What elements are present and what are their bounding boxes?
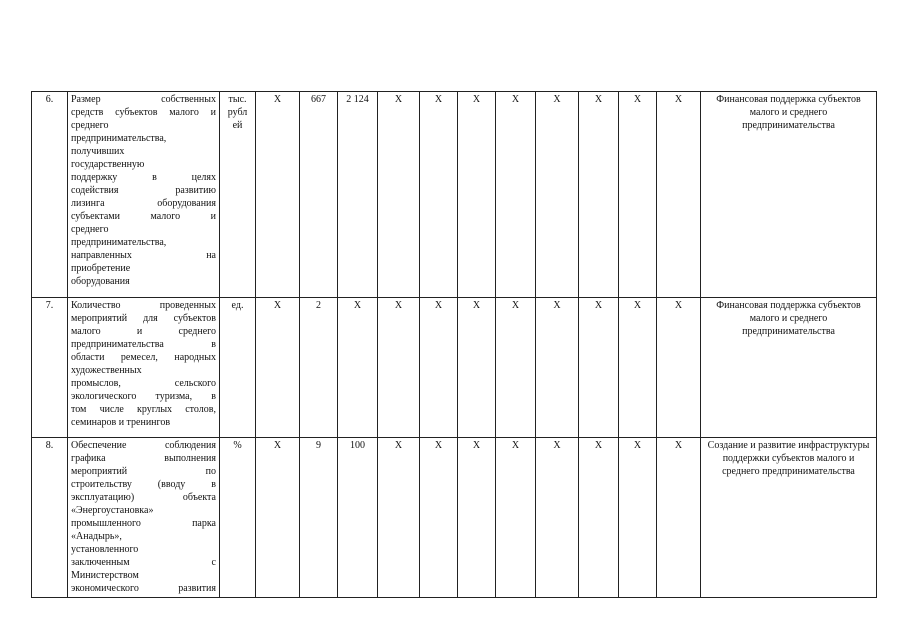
- value-cell: Х: [496, 438, 536, 598]
- value-cell: Х: [579, 438, 619, 598]
- indicator-name-line: художественных: [71, 365, 142, 376]
- indicator-name-line: «Энергоустановка»: [71, 505, 154, 516]
- indicator-name-line: оборудования: [71, 276, 130, 287]
- indicator-name-line: содействия развитию: [71, 185, 216, 196]
- indicator-name-line: промышленного парка: [71, 518, 216, 529]
- indicator-name-line: предпринимательства в: [71, 339, 216, 350]
- unit-of-measure: [220, 438, 256, 598]
- indicator-name-line: Размер собственных: [71, 94, 216, 105]
- value-cell: Х: [536, 92, 579, 298]
- value-cell: 2 124: [338, 92, 378, 298]
- value-cell: Х: [657, 92, 701, 298]
- indicator-name-line: государственную: [71, 159, 145, 170]
- value-cell: Х: [378, 438, 420, 598]
- indicator-name-line: том числе круглых столов,: [71, 404, 216, 415]
- indicator-name-line: мероприятий по: [71, 466, 216, 477]
- indicator-name-line: «Анадырь»,: [71, 531, 122, 542]
- program-activity: Финансовая поддержка субъектов малого и среднего предпринимательства: [701, 298, 877, 438]
- table-row: [32, 298, 877, 438]
- indicator-name-line: графика выполнения: [71, 453, 216, 464]
- value-cell: Х: [420, 298, 458, 438]
- value-cell: 2: [300, 298, 338, 438]
- indicators-table: [31, 91, 877, 598]
- indicator-name-line: экономического развития: [71, 583, 216, 594]
- value-cell: Х: [378, 92, 420, 298]
- indicator-name-line: предпринимательства,: [71, 133, 167, 144]
- indicator-name-line: установленного: [71, 544, 139, 555]
- indicator-name-line: приобретение: [71, 263, 131, 274]
- indicator-name-line: строительству (вводу в: [71, 479, 216, 490]
- value-cell: Х: [256, 298, 300, 438]
- value-cell: Х: [420, 438, 458, 598]
- indicator-name-line: субъектами малого и: [71, 211, 216, 222]
- value-cell: Х: [536, 298, 579, 438]
- value-cell: Х: [256, 438, 300, 598]
- value-cell: Х: [619, 92, 657, 298]
- indicator-name-line: Министерством: [71, 570, 139, 581]
- indicator-name-line: заключенным с: [71, 557, 216, 568]
- value-cell: Х: [579, 92, 619, 298]
- value-cell: Х: [420, 92, 458, 298]
- value-cell: Х: [338, 298, 378, 438]
- value-cell: Х: [458, 92, 496, 298]
- indicator-name-line: направленных на: [71, 250, 216, 261]
- unit-line: %: [233, 440, 242, 451]
- indicator-name-line: Обеспечение соблюдения: [71, 440, 216, 451]
- indicator-name-line: мероприятий для субъектов: [71, 313, 216, 324]
- indicator-name-line: экологического туризма, в: [71, 391, 216, 402]
- unit-of-measure: [220, 92, 256, 298]
- indicator-name-line: семинаров и тренингов: [71, 417, 171, 428]
- indicator-name-line: среднего: [71, 224, 109, 235]
- indicator-name-line: Количество проведенных: [71, 300, 216, 311]
- row-number: 8.: [32, 438, 68, 598]
- table-row: [32, 92, 877, 298]
- indicator-name: [68, 92, 220, 298]
- indicator-name-line: области ремесел, народных: [71, 352, 216, 363]
- value-cell: 9: [300, 438, 338, 598]
- indicator-name-line: поддержку в целях: [71, 172, 216, 183]
- unit-line: ед.: [231, 300, 244, 311]
- row-number: 6.: [32, 92, 68, 298]
- value-cell: 100: [338, 438, 378, 598]
- value-cell: Х: [657, 298, 701, 438]
- indicator-name-line: промыслов, сельского: [71, 378, 216, 389]
- unit-line: рубл: [227, 107, 248, 118]
- row-number: 7.: [32, 298, 68, 438]
- unit-line: ей: [232, 120, 243, 131]
- program-activity: Создание и развитие инфраструктуры поддержки субъектов малого и среднего предпринимательства: [701, 438, 877, 598]
- indicator-name-line: эксплуатацию) объекта: [71, 492, 216, 503]
- unit-line: тыс.: [228, 94, 247, 105]
- indicator-name-line: получивших: [71, 146, 125, 157]
- value-cell: Х: [496, 298, 536, 438]
- value-cell: Х: [256, 92, 300, 298]
- value-cell: Х: [619, 298, 657, 438]
- indicator-name-line: средств субъектов малого и: [71, 107, 216, 118]
- value-cell: Х: [657, 438, 701, 598]
- value-cell: Х: [378, 298, 420, 438]
- value-cell: Х: [496, 92, 536, 298]
- indicator-name-line: среднего: [71, 120, 109, 131]
- indicator-name-line: малого и среднего: [71, 326, 216, 337]
- indicator-name: [68, 438, 220, 598]
- value-cell: Х: [579, 298, 619, 438]
- value-cell: Х: [619, 438, 657, 598]
- value-cell: Х: [536, 438, 579, 598]
- unit-of-measure: [220, 298, 256, 438]
- program-activity: Финансовая поддержка субъектов малого и среднего предпринимательства: [701, 92, 877, 298]
- indicator-name: [68, 298, 220, 438]
- table-row: [32, 438, 877, 598]
- indicator-name-line: лизинга оборудования: [71, 198, 216, 209]
- value-cell: 667: [300, 92, 338, 298]
- value-cell: Х: [458, 438, 496, 598]
- value-cell: Х: [458, 298, 496, 438]
- indicator-name-line: предпринимательства,: [71, 237, 167, 248]
